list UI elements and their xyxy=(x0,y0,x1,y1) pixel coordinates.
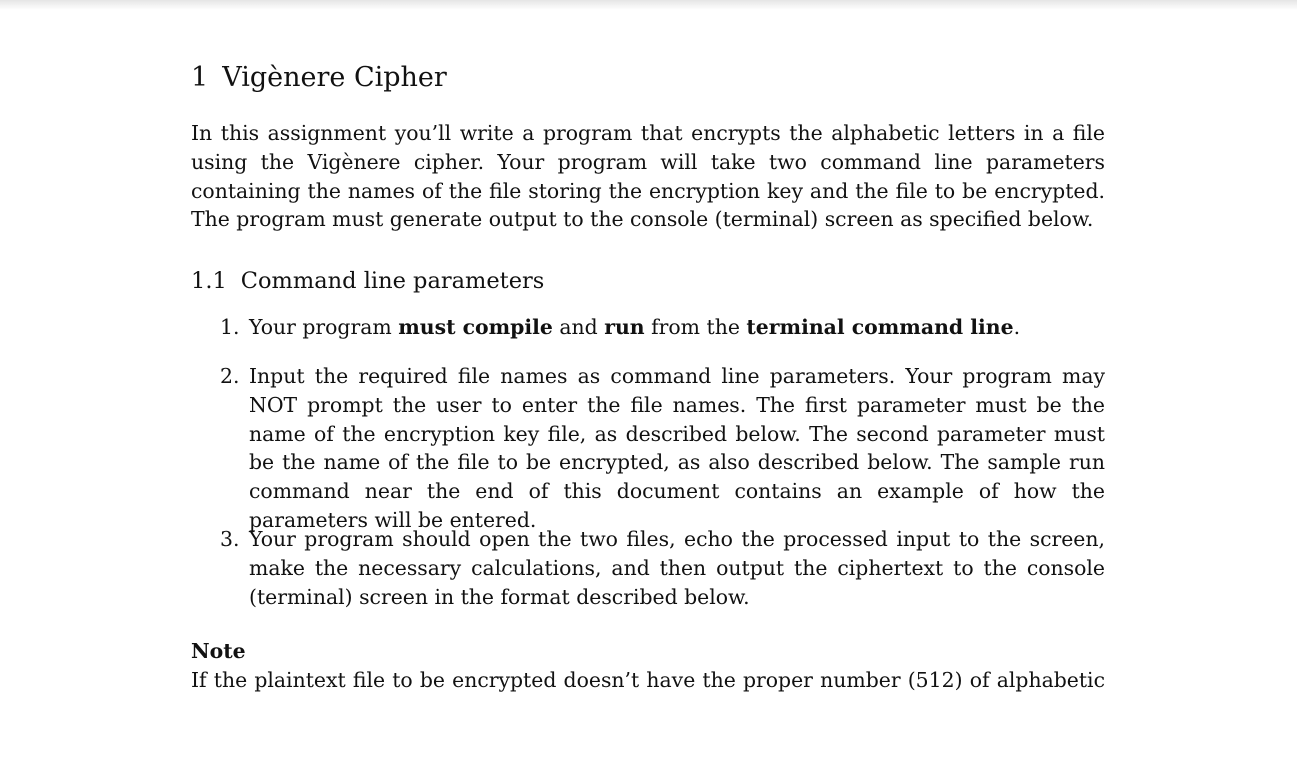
list-item-text: Your program should open the two files, echo the processed input to the screen, make the necessary calculations, and then output the ciphertext to the console (terminal) screen in the format described below. xyxy=(249,527,1105,609)
bold-text: must compile xyxy=(398,315,553,339)
list-item-text xyxy=(249,313,1105,342)
list-item xyxy=(191,362,1105,535)
subsection-number: 1.1 xyxy=(191,268,227,294)
viewer-top-shadow xyxy=(0,0,1297,10)
text-run: Your program xyxy=(249,315,399,339)
note-text: If the plaintext file to be encrypted doesn’t have the proper number (512) of alphabetic xyxy=(191,668,1105,692)
bold-text: run xyxy=(604,315,645,339)
section-number: 1 xyxy=(191,62,209,93)
list-item xyxy=(191,525,1105,611)
list-marker: 1. xyxy=(220,315,240,339)
list-item xyxy=(191,313,1105,342)
text-run: . xyxy=(1013,315,1021,339)
subsection-heading xyxy=(191,266,544,296)
section-heading xyxy=(191,60,447,96)
intro-paragraph: In this assignment you’ll write a program that encrypts the alphabetic letters in a file using the Vigènere cipher. Your program will take two command line parameters containing the names of the file storing the encryption key and the file to be encrypted. The program must generate output to the console (terminal) screen as specified below. xyxy=(191,121,1105,232)
text-run: and xyxy=(552,315,605,339)
list-item-text: Input the required file names as command line parameters. Your program may NOT prompt the user to enter the file names. The first parameter must be the name of the encryption key file, as described below. The second parameter must be the name of the file to be encrypted, as also described below. The sample run command near the end of this document contains an example of how the parameters will be entered. xyxy=(249,364,1105,532)
list-marker: 2. xyxy=(220,364,240,388)
list-marker: 3. xyxy=(220,527,240,551)
note-heading: Note xyxy=(191,639,246,663)
bold-text: terminal command line xyxy=(746,315,1014,339)
subsection-title: Command line parameters xyxy=(240,268,545,294)
section-title: Vigènere Cipher xyxy=(222,62,447,93)
text-run: from the xyxy=(644,315,747,339)
